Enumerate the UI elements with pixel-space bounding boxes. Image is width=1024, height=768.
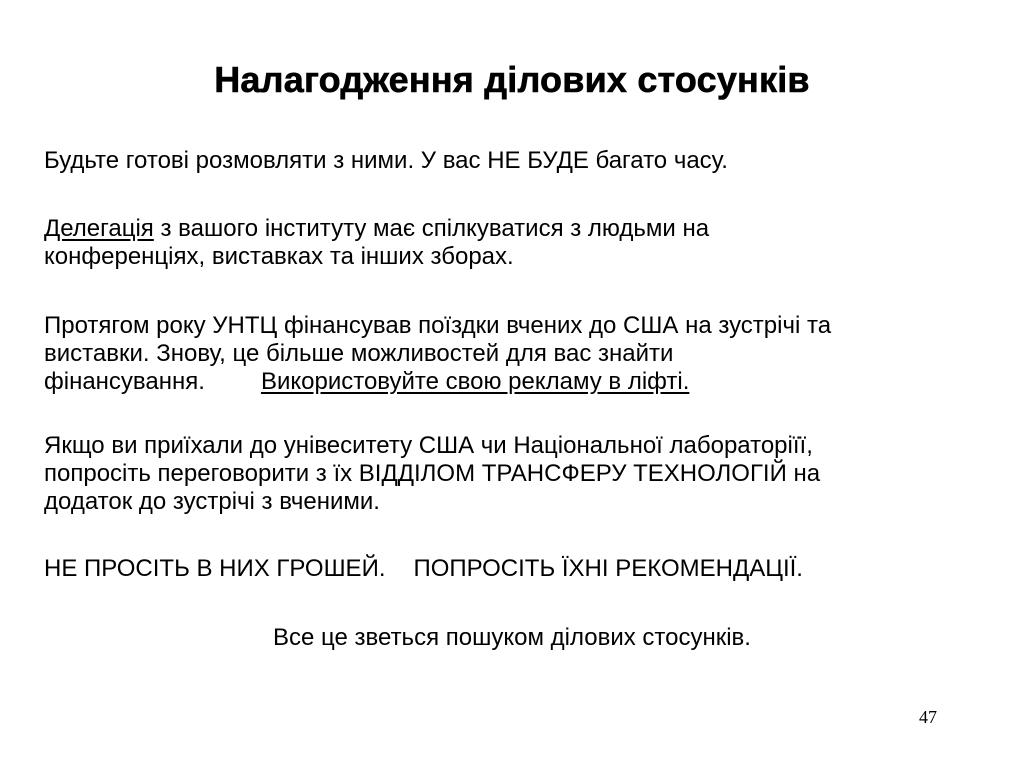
funding-line3-text: фінансування.: [44, 368, 205, 395]
paragraph-funding: [44, 312, 994, 396]
delegation-link[interactable]: Делегація: [44, 215, 154, 242]
paragraph-university: [44, 432, 994, 516]
funding-line1-text: Протягом року УНТЦ фінансував поїздки вчених до США на зустрічі та: [44, 312, 832, 339]
delegation-line2-text: конференціях, виставках та інших зборах.: [44, 243, 514, 270]
ask-recommendations-text: ПОПРОСІТЬ ЇХНІ РЕКОМЕНДАЦІЇ.: [413, 555, 803, 582]
paragraph-be-ready: Будьте готові розмовляти з ними. У вас НЕ БУДЕ багато часу.: [44, 147, 728, 174]
paragraph-summary: Все це зветься пошуком ділових стосунків.: [273, 624, 751, 651]
page-number: 47: [919, 707, 937, 727]
university-line2-text: попросіть переговорити з їх ВІДДІЛОМ ТРАНСФЕРУ ТЕХНОЛОГІЙ на: [44, 460, 821, 487]
university-line3-text: додаток до зустрічі з вченими.: [44, 488, 380, 515]
slide-title: Налагодження ділових стосунків: [214, 59, 810, 100]
paragraph-no-money: [44, 555, 994, 583]
elevator-pitch-link[interactable]: Використовуйте свою рекламу в ліфті.: [260, 368, 690, 395]
no-money-text: НЕ ПРОСІТЬ В НИХ ГРОШЕЙ.: [44, 555, 386, 582]
delegation-line1-text: з вашого інституту має спілкуватися з людьми на: [153, 215, 710, 242]
paragraph-delegation: [44, 215, 994, 271]
funding-line2-text: виставки. Знову, це більше можливостей для вас знайти: [44, 340, 674, 367]
university-line1-text: Якщо ви приїхали до унівеситету США чи Національної лабораторіїї,: [44, 432, 813, 459]
